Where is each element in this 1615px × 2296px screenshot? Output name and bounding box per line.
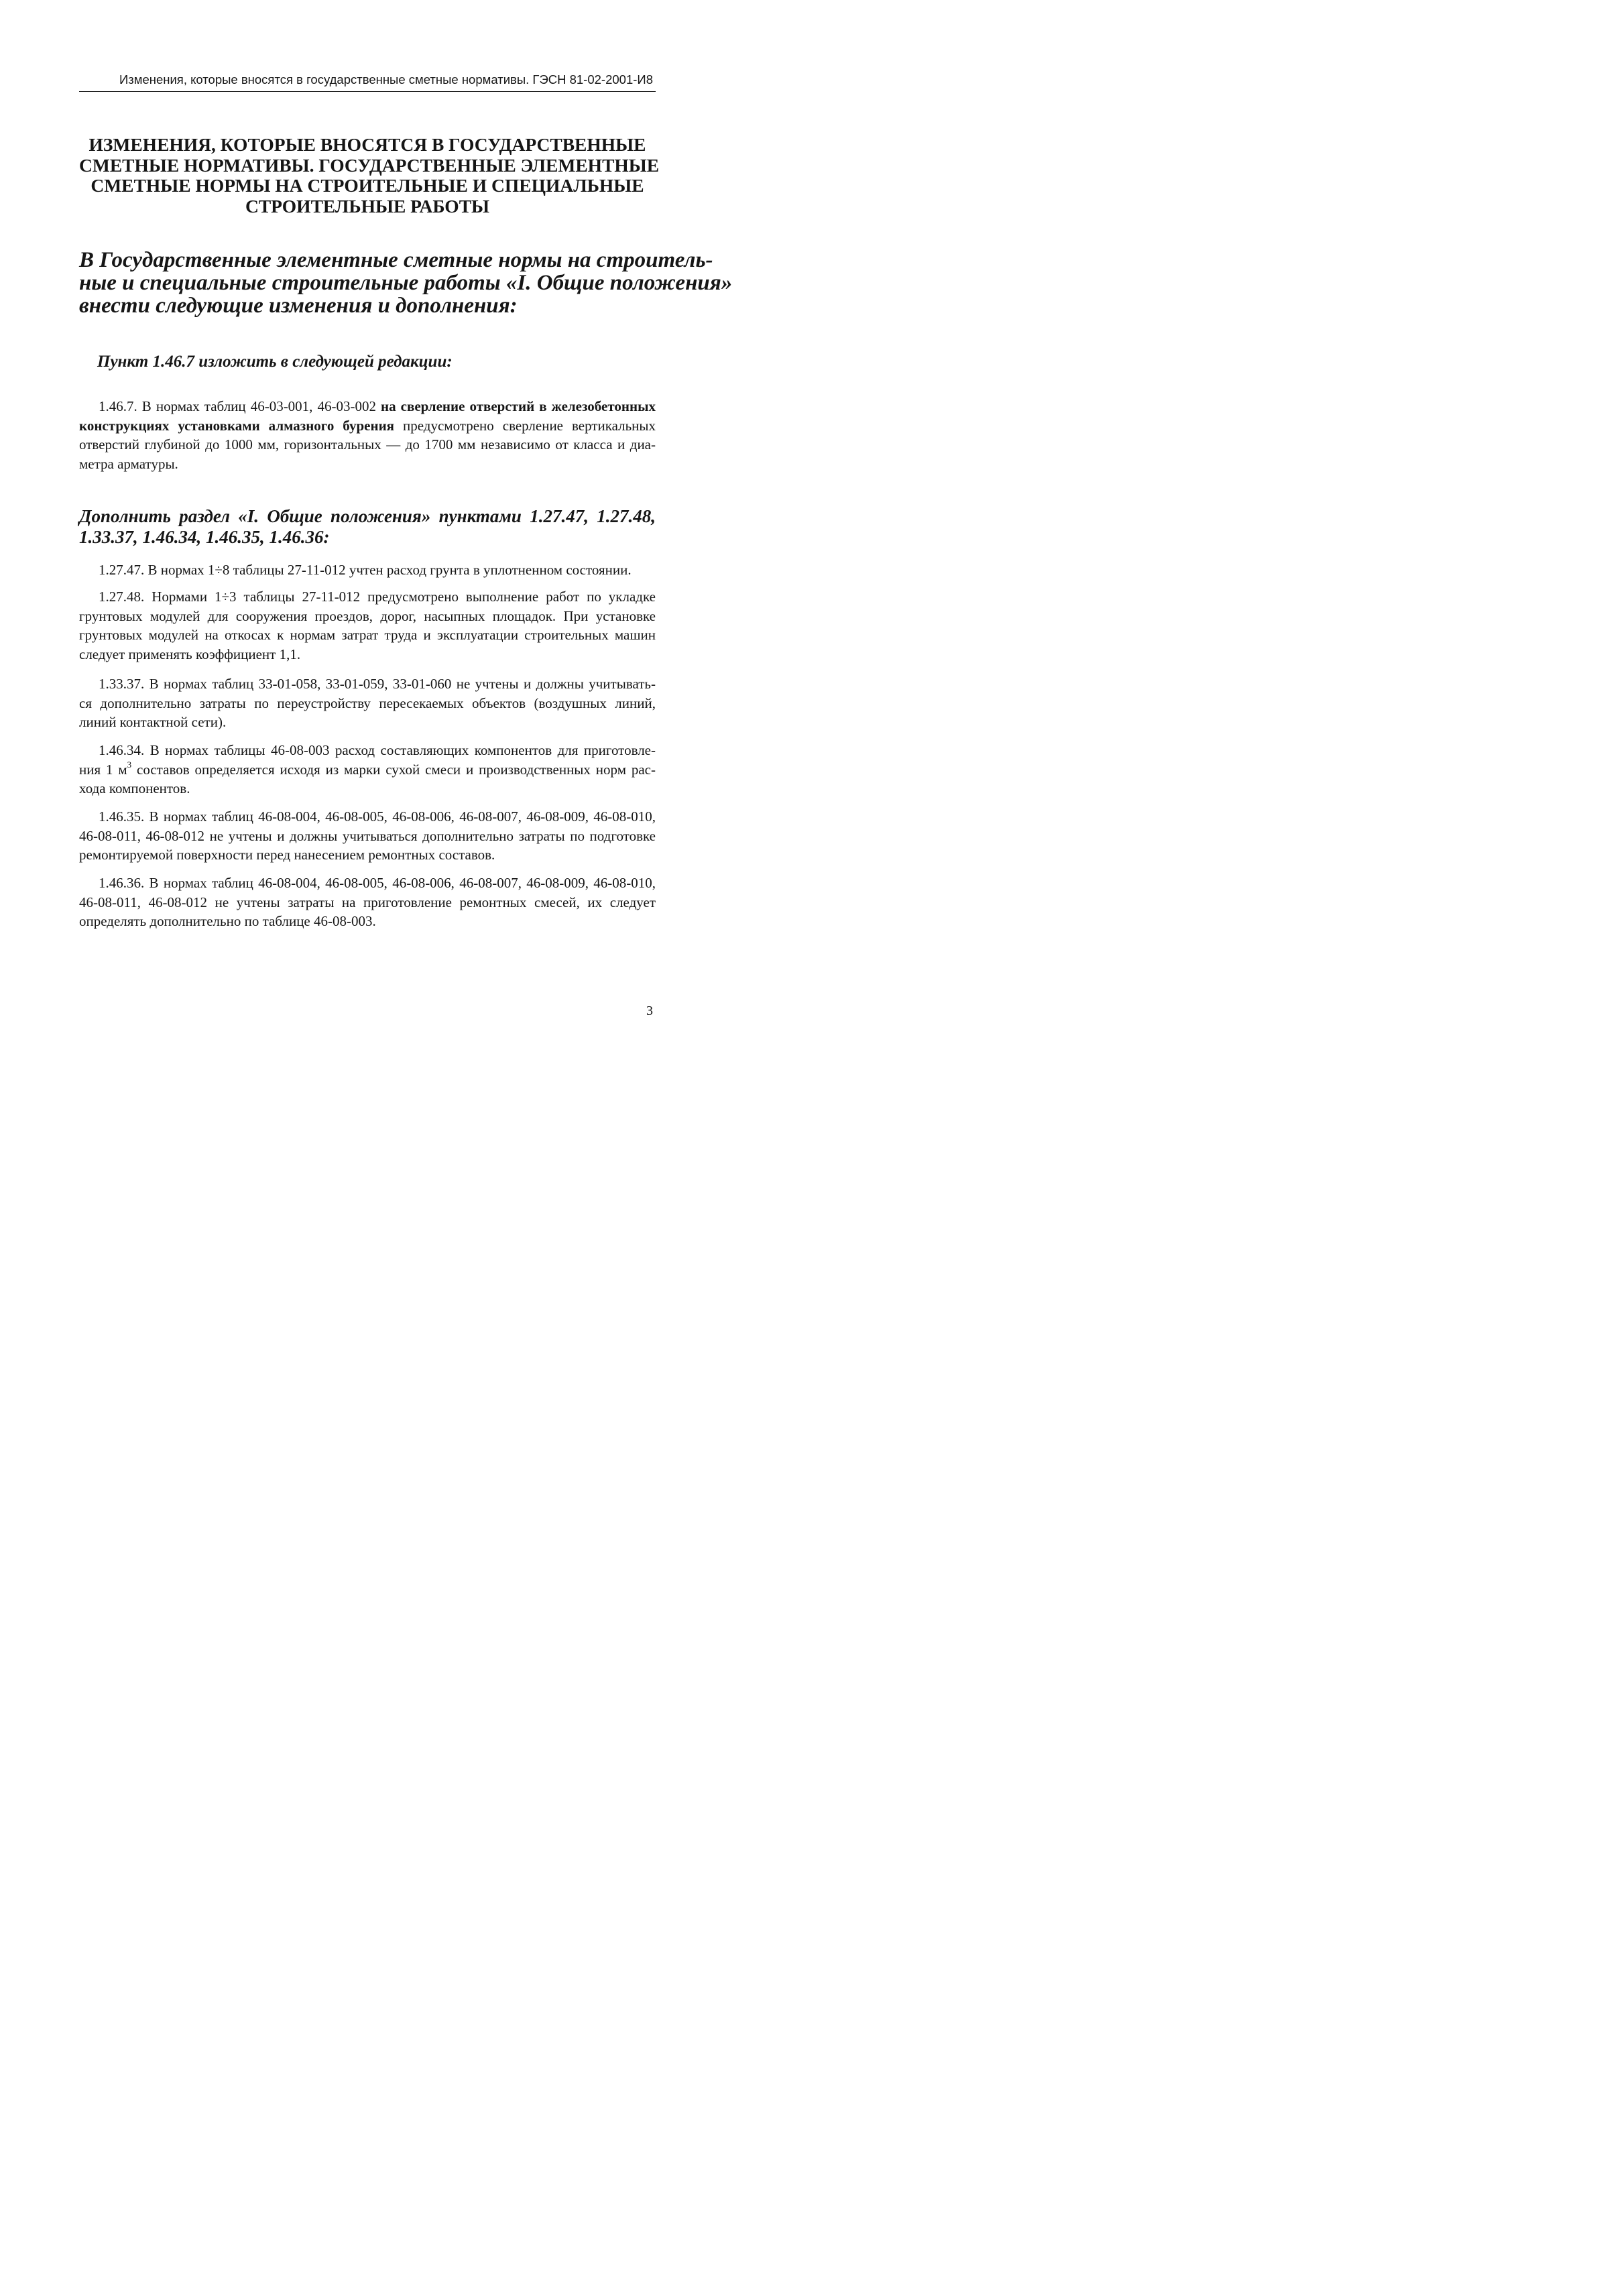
paragraph-bold-text: конструкциях установками алмазного бурения	[79, 417, 395, 434]
paragraph-line: грунтовых модулей на откосах к нормам затрат труда и эксплуатации строительных машин	[79, 627, 656, 643]
section-heading-line: 1.33.37, 1.46.34, 1.46.35, 1.46.36:	[79, 527, 330, 547]
title-line: СТРОИТЕЛЬНЫЕ РАБОТЫ	[245, 195, 490, 217]
paragraph-line	[79, 760, 656, 780]
paragraph-text: 1.46.7. В нормах таблиц 46-03-001, 46-03-002	[99, 398, 381, 414]
paragraph-line: 1.27.48. Нормами 1÷3 таблицы 27-11-012 предусмотрено выполнение работ по укладке	[99, 589, 656, 605]
paragraph-line: 1.46.36. В нормах таблиц 46-08-004, 46-08-005, 46-08-006, 46-08-007, 46-08-009, 46-08-010,	[99, 875, 656, 891]
paragraph-line: линий контактной сети).	[79, 714, 227, 730]
superscript-cube: 3	[127, 759, 132, 770]
paragraph-bold-text: на сверление отверстий в железобетонных	[381, 398, 656, 414]
title-line: СМЕТНЫЕ НОРМАТИВЫ. ГОСУДАРСТВЕННЫЕ ЭЛЕМЕНТНЫЕ	[79, 154, 660, 176]
paragraph-text: предусмотрено сверление вертикальных	[394, 417, 656, 434]
section-add-heading	[79, 506, 656, 548]
paragraph-line: ся дополнительно затраты по переустройству пересекаемых объектов (воздушных линий,	[79, 694, 656, 711]
paragraph-line: следует применять коэффициент 1,1.	[79, 646, 301, 662]
paragraph-line: 46-08-011, 46-08-012 не учтены затраты на приготовление ремонтных смесей, их следует	[79, 894, 656, 910]
paragraph-line: 1.46.35. В нормах таблиц 46-08-004, 46-08-005, 46-08-006, 46-08-007, 46-08-009, 46-08-010,	[99, 808, 656, 825]
paragraph-line: хода компонентов.	[79, 780, 190, 796]
intro-statement	[79, 248, 733, 318]
paragraph-line: 46-08-011, 46-08-012 не учтены и должны учитываться дополнительно затраты по подготовке	[79, 827, 656, 844]
running-header-text: Изменения, которые вносятся в государственные сметные нормативы. ГЭСН 81-02-2001-И8	[119, 72, 653, 86]
intro-line: В Государственные элементные сметные нормы на строитель-	[79, 248, 713, 272]
paragraph-1-46-36	[79, 873, 656, 931]
paragraph-line: метра арматуры.	[79, 455, 178, 472]
running-header	[79, 71, 656, 92]
paragraph-text: ния 1 м	[79, 761, 127, 778]
paragraph-line	[79, 397, 656, 416]
paragraph-1-46-7	[79, 397, 656, 473]
paragraph-line: 1.27.47. В нормах 1÷8 таблицы 27-11-012 учтен расход грунта в уплотненном состоянии.	[99, 562, 632, 578]
paragraph-1-33-37	[79, 674, 656, 732]
paragraph-line	[79, 416, 656, 436]
intro-line: внести следующие изменения и дополнения:	[79, 294, 518, 318]
paragraph-1-46-35	[79, 807, 656, 865]
item-1467-heading: Пункт 1.46.7 изложить в следующей редакции:	[97, 353, 453, 371]
paragraph-line: отверстий глубиной до 1000 мм, горизонтальных — до 1700 мм независимо от класса и диа-	[79, 436, 656, 452]
paragraph-line: 1.46.34. В нормах таблицы 46-08-003 расход составляющих компонентов для приготовле-	[99, 742, 656, 758]
document-title	[79, 134, 660, 217]
paragraph-1-27-47	[79, 560, 656, 580]
paragraph-1-46-34	[79, 741, 656, 798]
paragraph-line: ремонтируемой поверхности перед нанесением ремонтных составов.	[79, 847, 495, 863]
paragraph-line: грунтовых модулей для сооружения проездов, дорог, насыпных площадок. При установке	[79, 607, 656, 624]
section-heading-line: Дополнить раздел «I. Общие положения» пунктами 1.27.47, 1.27.48,	[79, 506, 656, 526]
paragraph-line: определять дополнительно по таблице 46-08-003.	[79, 913, 376, 929]
title-line: ИЗМЕНЕНИЯ, КОТОРЫЕ ВНОСЯТСЯ В ГОСУДАРСТВЕННЫЕ	[88, 134, 646, 155]
intro-line: ные и специальные строительные работы «I. Общие положения»	[79, 271, 733, 295]
paragraph-line: 1.33.37. В нормах таблиц 33-01-058, 33-01-059, 33-01-060 не учтены и должны учитывать-	[99, 676, 656, 692]
paragraph-1-27-48	[79, 587, 656, 664]
page-number: 3	[646, 1004, 653, 1018]
title-line: СМЕТНЫЕ НОРМЫ НА СТРОИТЕЛЬНЫЕ И СПЕЦИАЛЬНЫЕ	[91, 175, 644, 196]
paragraph-text: составов определяется исходя из марки сухой смеси и производственных норм рас-	[131, 761, 656, 778]
